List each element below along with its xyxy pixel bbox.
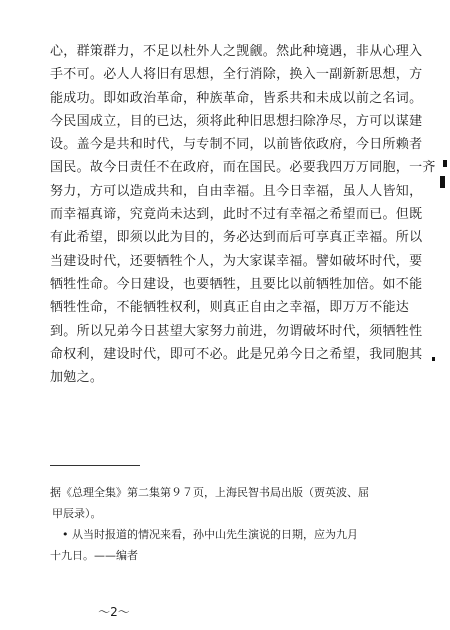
footnote-divider [50, 465, 140, 466]
footnote-source-line: 甲辰录）。 [52, 507, 102, 520]
page-number: ～2～ [98, 605, 130, 619]
body-line: 今民国成立，目的已达，须将此种旧思想扫除净尽，方可以谋建 [50, 113, 423, 129]
body-line: 加勉之。 [50, 370, 104, 386]
footnote-source-line: 据《总理全集》第二集第９７页，上海民智书局出版（贾英波、屈 [50, 486, 369, 499]
body-line: 当建设时代，还要牺牲个人，为大家谋幸福。譬如破坏时代，要 [50, 253, 423, 269]
body-line: 到。所以兄弟今日甚望大家努力前进，勿谓破坏时代，须牺牲性 [50, 323, 423, 339]
scan-speck [440, 176, 445, 188]
body-line: 手不可。必人人将旧有思想，全行消除，换入一副新新思想，方 [50, 67, 423, 83]
body-line: 牺牲性命。今日建设，也要牺牲，且要比以前牺牲加倍。如不能 [50, 276, 423, 292]
scan-speck [443, 160, 447, 167]
body-line: 牺牲性命，不能牺牲权利，则真正自由之幸福，即万万不能达 [50, 300, 410, 316]
body-line: 能成功。即如政治革命，种族革命，皆系共和未成以前之名词。 [50, 90, 423, 106]
scan-speck [432, 357, 435, 361]
body-line: 心，群策群力，不足以杜外人之觊觎。然此种境遇，非从心理入 [50, 44, 423, 59]
footnotes [50, 482, 395, 566]
body-line: 有此希望，即须以此为目的，务必达到而后可享真正幸福。所以 [50, 230, 423, 246]
speech-body-text [50, 40, 436, 389]
body-line: 设。盖今是共和时代，与专制不同，以前皆依政府，今日所赖者 [50, 137, 423, 153]
footnote-editor-note: 十九日。——编者 [50, 549, 138, 562]
body-line: 国民。故今日责任不在政府，而在国民。必要我四万万同胞，一齐 [50, 160, 436, 176]
body-line: 命权利，建设时代，即可不必。此是兄弟今日之希望，我同胞其 [50, 346, 423, 362]
body-line: 而幸福真谛，究竟尚未达到，此时不过有幸福之希望而已。但既 [50, 207, 423, 223]
body-line: 努力，方可以造成共和，自由幸福。且今日幸福，虽人人皆知， [50, 183, 423, 199]
footnote-editor-note: • 从当时报道的情况来看，孙中山先生演说的日期，应为九月 [62, 528, 358, 541]
